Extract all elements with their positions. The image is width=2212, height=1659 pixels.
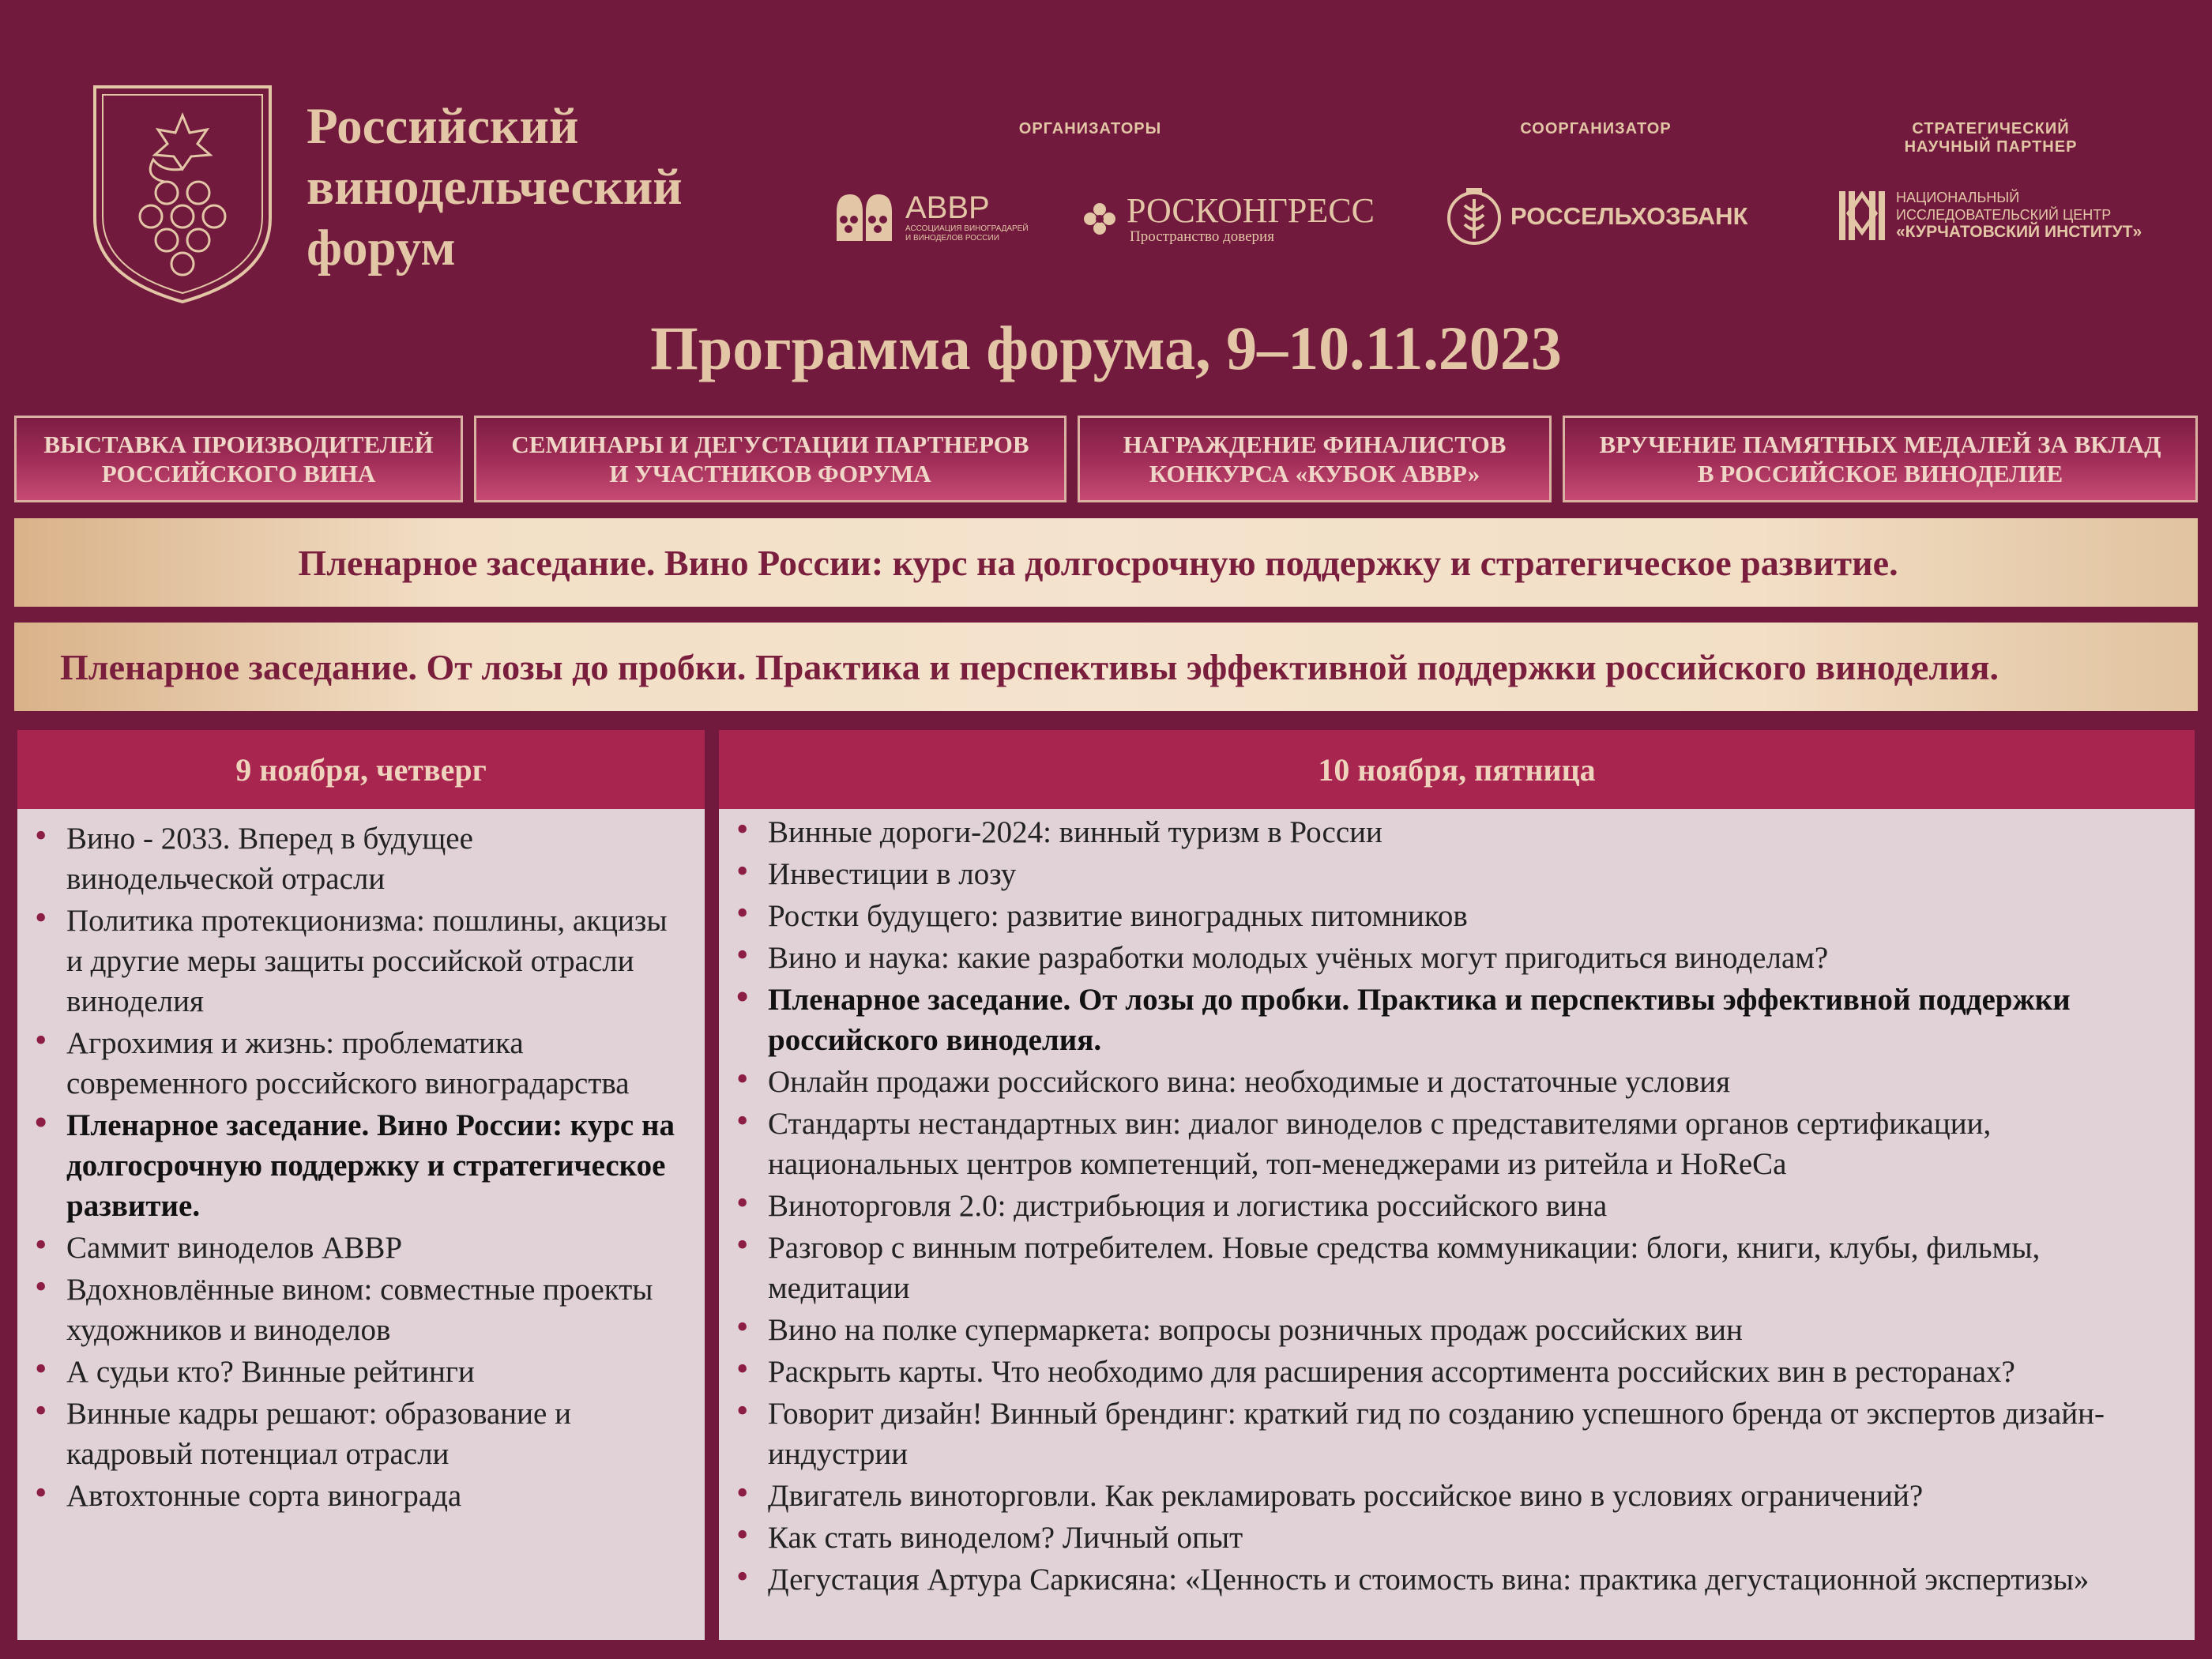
list-item: • Ростки будущего: развитие виноградных питомников <box>722 896 2147 936</box>
kurchatov-institute-icon <box>1838 186 1887 243</box>
roscongress-logo[interactable] <box>1082 193 1375 245</box>
day1-header <box>17 730 705 809</box>
organizers-label: ОРГАНИЗАТОРЫ <box>1018 120 1162 137</box>
day2-header <box>719 730 2195 809</box>
list-item: • А судьи кто? Винные рейтинги <box>21 1352 681 1392</box>
list-item: • Вино и наука: какие разработки молодых учёных могут пригодиться виноделам? <box>722 938 2147 978</box>
rosselkhozbank-logo[interactable] <box>1447 186 1748 246</box>
pill-wine-exhibition[interactable]: ВЫСТАВКА ПРОИЗВОДИТЕЛЕЙ РОССИЙСКОГО ВИНА <box>14 416 463 502</box>
forum-emblem <box>92 84 273 305</box>
list-item: • Разговор с винным потребителем. Новые средства коммуникации: блоги, книги, клубы, фильмы, медитации <box>722 1228 2147 1308</box>
roscongress-name: РОСКОНГРЕСС <box>1127 191 1375 230</box>
plenary-banner-day1-text: Пленарное заседание. Вино России: курс на долгосрочную поддержку и стратегическое развитие. <box>298 542 1898 583</box>
roscongress-tagline: Пространство доверия <box>1130 228 1274 245</box>
program-title: Программа форума, 9–10.11.2023 <box>650 314 1562 382</box>
kurchatov-line2: ИССЛЕДОВАТЕЛЬСКИЙ ЦЕНТР <box>1896 207 2112 223</box>
pill-avvr-cup-awards[interactable]: НАГРАЖДЕНИЕ ФИНАЛИСТОВ КОНКУРСА «КУБОК АВВР» <box>1078 416 1552 502</box>
list-item: • Агрохимия и жизнь: проблематика современного российского виноградарства <box>21 1023 681 1104</box>
day2-title: 10 ноября, пятница <box>1318 751 1596 788</box>
kurchatov-logo[interactable] <box>1838 186 2142 243</box>
avvr-grape-icon <box>833 190 896 245</box>
coorganizer-label: СООРГАНИЗАТОР <box>1520 120 1672 137</box>
strategic-partner-label: СТРАТЕГИЧЕСКИЙ НАУЧНЫЙ ПАРТНЕР <box>1904 120 2078 156</box>
list-item: • Двигатель виноторговли. Как рекламировать российское вино в условиях ограничений? <box>722 1476 2147 1516</box>
list-item: • Раскрыть карты. Что необходимо для расширения ассортимента российских вин в ресторанах? <box>722 1352 2147 1392</box>
list-item: • Саммит виноделов АВВР <box>21 1228 681 1268</box>
day2-session-list <box>722 812 2147 1601</box>
list-item-plenary: • Пленарное заседание. От лозы до пробки. Практика и перспективы эффективной поддержки российского виноделия. <box>722 980 2147 1060</box>
avvr-subtitle: АССОЦИАЦИЯ ВИНОГРАДАРЕЙ И ВИНОДЕЛОВ РОССИИ <box>905 224 1029 243</box>
list-item: • Стандарты нестандартных вин: диалог виноделов с представителями органов сертификации, национальных центров компетенций, топ-менеджерами из ритейла и HoReCa <box>722 1104 2147 1184</box>
kurchatov-line3: «КУРЧАТОВСКИЙ ИНСТИТУТ» <box>1896 223 2142 241</box>
forum-logo-title: Российский винодельческий форум <box>307 98 683 276</box>
list-item: • Политика протекционизма: пошлины, акцизы и другие меры защиты российской отрасли виноделия <box>21 901 681 1021</box>
plenary-banner-day1 <box>14 518 2198 607</box>
list-item: • Дегустация Артура Саркисяна: «Ценность и стоимость вина: практика дегустационной экспертизы» <box>722 1559 2147 1600</box>
grape-shield-icon <box>92 84 273 305</box>
list-item: • Как стать виноделом? Личный опыт <box>722 1518 2147 1558</box>
list-item: • Автохтонные сорта винограда <box>21 1476 681 1516</box>
list-item: • Винные кадры решают: образование и кадровый потенциал отрасли <box>21 1394 681 1474</box>
list-item: • Вино на полке супермаркета: вопросы розничных продаж российских вин <box>722 1310 2147 1350</box>
avvr-name: АВВР <box>905 190 990 225</box>
list-item: • Инвестиции в лозу <box>722 854 2147 894</box>
list-item: • Винные дороги-2024: винный туризм в России <box>722 812 2147 852</box>
day1-session-list <box>21 818 681 1518</box>
roscongress-flower-icon <box>1082 201 1117 236</box>
day1-title: 9 ноября, четверг <box>235 751 487 788</box>
list-item: • Вдохновлённые вином: совместные проекты художников и виноделов <box>21 1270 681 1350</box>
rosselkhozbank-emblem-icon <box>1447 186 1501 246</box>
list-item: • Онлайн продажи российского вина: необходимые и достаточные условия <box>722 1062 2147 1102</box>
pill-commemorative-medals[interactable]: ВРУЧЕНИЕ ПАМЯТНЫХ МЕДАЛЕЙ ЗА ВКЛАД В РОССИЙСКОЕ ВИНОДЕЛИЕ <box>1563 416 2198 502</box>
kurchatov-line1: НАЦИОНАЛЬНЫЙ <box>1896 190 2020 205</box>
list-item: • Вино - 2033. Вперед в будущее винодельческой отрасли <box>21 818 681 899</box>
day2-column <box>719 730 2195 1640</box>
avvr-logo[interactable] <box>833 190 1029 245</box>
rosselkhozbank-name: РОССЕЛЬХОЗБАНК <box>1510 202 1748 230</box>
plenary-banner-day2 <box>14 623 2198 711</box>
plenary-banner-day2-text: Пленарное заседание. От лозы до пробки. Практика и перспективы эффективной поддержки российского виноделия. <box>60 646 1999 687</box>
list-item: • Говорит дизайн! Винный брендинг: краткий гид по созданию успешного бренда от экспертов дизайн-индустрии <box>722 1394 2147 1474</box>
pill-seminars-tastings[interactable]: СЕМИНАРЫ И ДЕГУСТАЦИИ ПАРТНЕРОВ И УЧАСТНИКОВ ФОРУМА <box>474 416 1066 502</box>
day1-column <box>17 730 705 1640</box>
list-item-plenary: • Пленарное заседание. Вино России: курс на долгосрочную поддержку и стратегическое развитие. <box>21 1105 681 1226</box>
list-item: • Виноторговля 2.0: дистрибьюция и логистика российского вина <box>722 1186 2147 1226</box>
